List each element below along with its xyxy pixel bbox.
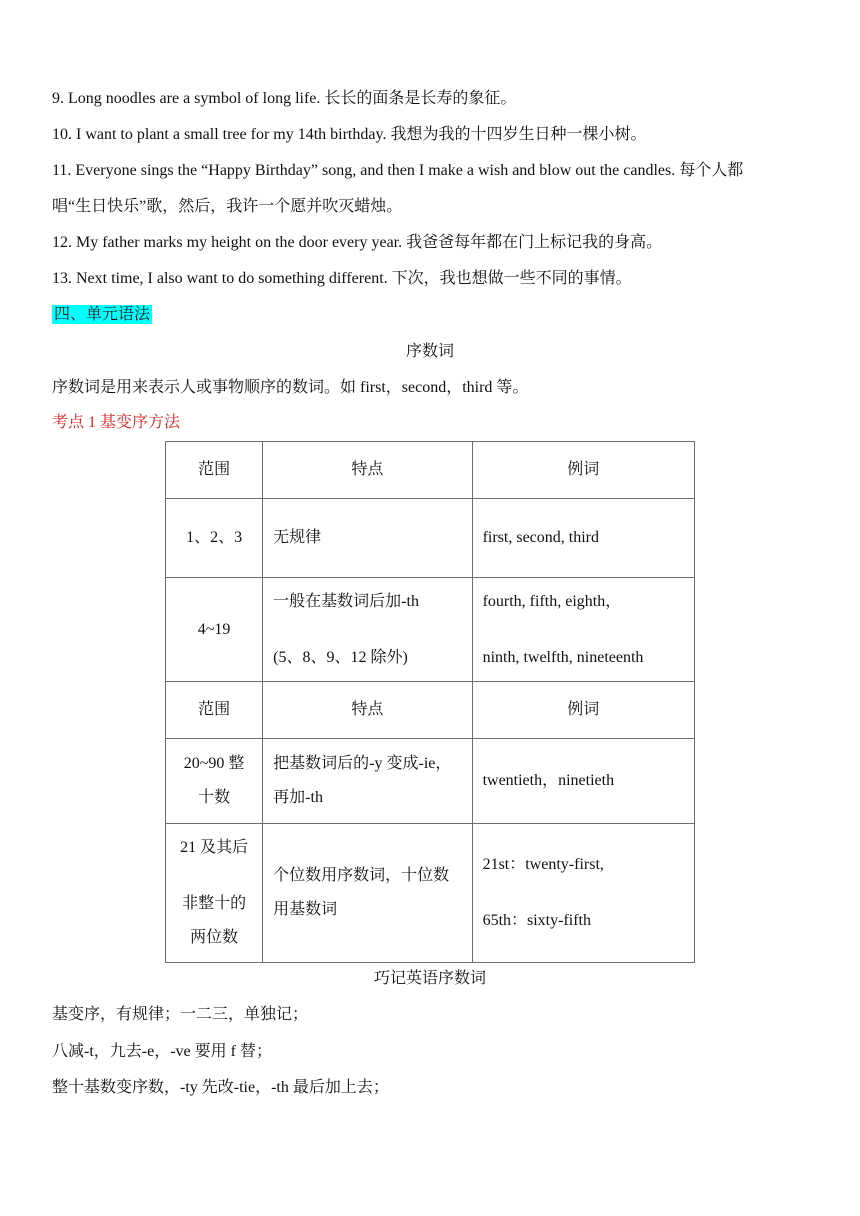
sentence-12: 12. My father marks my height on the door every year. 我爸爸每年都在门上标记我的身高。 xyxy=(52,234,663,251)
row4-range-line2: 非整十的 xyxy=(182,895,247,912)
header-range: 范围 xyxy=(166,442,263,499)
table-header-row xyxy=(166,442,695,499)
row2-feature xyxy=(263,578,472,682)
row1-example: first, second, third xyxy=(472,499,694,578)
row2-example-line1: fourth, fifth, eighth， xyxy=(482,592,622,610)
row1-range: 1、2、3 xyxy=(166,499,263,578)
row4-range xyxy=(166,824,263,963)
ordinal-rules-table xyxy=(165,441,695,963)
sentence-9: 9. Long noodles are a symbol of long life. 长长的面条是长寿的象征。 xyxy=(52,90,517,107)
table-row xyxy=(166,499,695,578)
row3-feature-line2: 再加-th xyxy=(273,789,323,806)
table-row xyxy=(166,578,695,682)
subheader-range: 范围 xyxy=(166,682,263,739)
row4-feature xyxy=(263,824,472,963)
sentence-10: 10. I want to plant a small tree for my 14th birthday. 我想为我的十四岁生日种一棵小树。 xyxy=(52,126,647,143)
row2-feature-line2: (5、8、9、12 除外) xyxy=(273,648,408,666)
intro-text: 序数词是用来表示人或事物顺序的数词。如 first，second，third 等。 xyxy=(52,379,529,396)
row4-example xyxy=(472,824,694,963)
sentence-11-cont: 唱“生日快乐”歌，然后，我许一个愿并吹灭蜡烛。 xyxy=(52,198,403,215)
mnemonic-title: 巧记英语序数词 xyxy=(373,970,486,987)
sentence-11: 11. Everyone sings the “Happy Birthday” song, and then I make a wish and blow out the candles. 每个人都 xyxy=(52,162,744,179)
row3-example: twentieth，ninetieth xyxy=(472,739,694,824)
header-example: 例词 xyxy=(472,442,694,499)
row4-range-line1: 21 及其后 xyxy=(180,839,249,856)
mnemonic-line-2: 八减-t，九去-e，-ve 要用 f 替； xyxy=(52,1043,272,1060)
row3-range-line1: 20~90 整 xyxy=(183,755,245,772)
header-feature: 特点 xyxy=(263,442,472,499)
row3-range xyxy=(166,739,263,824)
row4-example-line1: 21st：twenty-first, xyxy=(482,856,604,873)
row2-range: 4~19 xyxy=(166,578,263,682)
row2-example-line2: ninth, twelfth, nineteenth xyxy=(482,648,644,666)
section-heading xyxy=(52,304,152,326)
sentence-13: 13. Next time, I also want to do something different. 下次，我也想做一些不同的事情。 xyxy=(52,270,632,287)
row3-feature xyxy=(263,739,472,824)
row2-feature-line1: 一般在基数词后加-th xyxy=(273,592,419,610)
row4-example-line2: 65th：sixty-fifth xyxy=(482,912,592,929)
section-heading-text: 四、单元语法 xyxy=(54,306,151,323)
table-row xyxy=(166,824,695,963)
mnemonic-line-1: 基变序，有规律；一二三，单独记； xyxy=(52,1006,309,1023)
mnemonic-line-3: 整十基数变序数，-ty 先改-tie，-th 最后加上去； xyxy=(52,1079,389,1096)
grammar-title: 序数词 xyxy=(405,343,454,360)
row1-feature: 无规律 xyxy=(263,499,472,578)
table-row xyxy=(166,739,695,824)
row4-range-line3: 两位数 xyxy=(190,929,239,946)
row2-example xyxy=(472,578,694,682)
row4-feature-line2: 用基数词 xyxy=(273,901,338,918)
row3-feature-line1: 把基数词后的-y 变成-ie， xyxy=(273,755,452,772)
table-subheader-row xyxy=(166,682,695,739)
subheader-example: 例词 xyxy=(472,682,694,739)
row3-range-line2: 十数 xyxy=(198,789,231,806)
subheader-feature: 特点 xyxy=(263,682,472,739)
row4-feature-line1: 个位数用序数词，十位数 xyxy=(273,867,450,884)
point1-heading: 考点 1 基变序方法 xyxy=(52,414,181,431)
